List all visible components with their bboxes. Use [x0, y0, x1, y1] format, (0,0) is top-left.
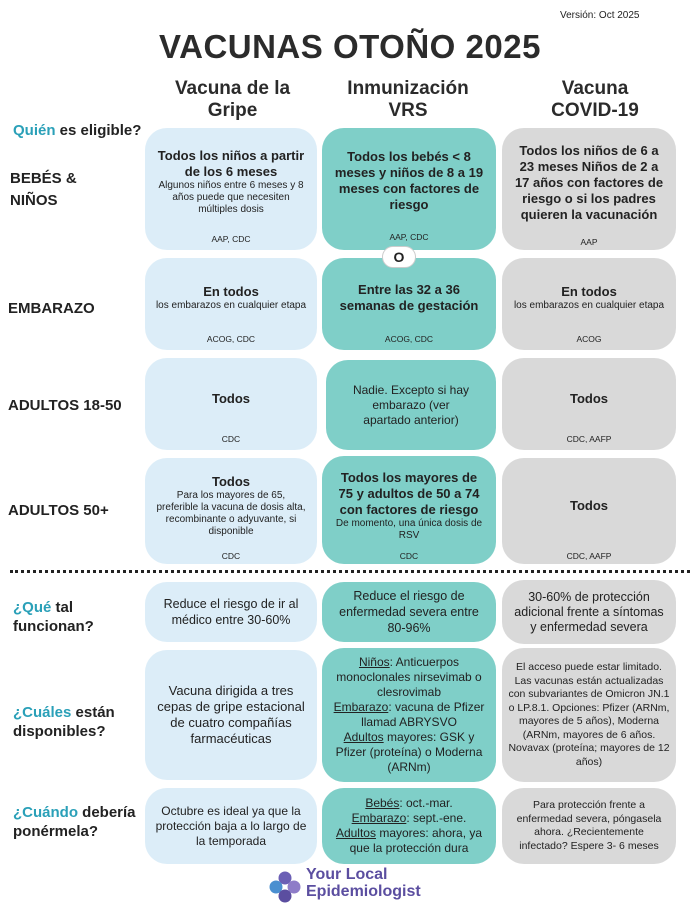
cell-pregnancy-flu [145, 258, 317, 350]
cell-main-text: Nadie. Excepto si hay embarazo (ver apartado anterior) [352, 382, 470, 427]
version-label: Versión: Oct 2025 [560, 10, 640, 21]
cell-source: CDC [221, 434, 241, 444]
column-header-rsv: Inmunización VRS [347, 78, 469, 121]
cell-main-text: Todos [211, 474, 251, 489]
cell-source: CDC [399, 551, 419, 561]
cell-main-text: Entre las 32 a 36 semanas de gestación [339, 282, 479, 313]
cell-label-underlined: Adultos [335, 826, 376, 840]
cell-source: ACOG, CDC [206, 334, 256, 344]
cell-main-text: Vacuna dirigida a tres cepas de gripe estacional de cuatro compañías farmacéuticas [157, 683, 305, 746]
row-label-line: NIÑOS [10, 192, 58, 209]
cell-babies-flu [145, 128, 317, 250]
question-who-eligible [13, 121, 141, 140]
cell-main-text: Todos [569, 391, 609, 406]
question-highlight: ¿Cuándo [13, 804, 78, 821]
cell-main-text: En todos [561, 284, 617, 299]
cell-babies-rsv [322, 128, 496, 250]
cell-howwell-covid [502, 580, 676, 644]
cell-adults1850-covid [502, 358, 676, 450]
cell-text: : Anticuerpos monoclonales nirsevimab o clesrovimab [336, 655, 482, 699]
question-which [13, 703, 143, 741]
cell-which-flu [145, 650, 317, 780]
cell-text: mayores: GSK y Pfizer (proteína) o Moderna (ARNm) [335, 730, 483, 774]
cell-sub-text: Algunos niños entre 6 meses y 8 años puede que necesiten múltiples dosis [158, 180, 304, 215]
cell-source: CDC [221, 551, 241, 561]
cell-label-underlined: Embarazo [333, 700, 389, 714]
question-rest: es eligible? [55, 122, 142, 139]
logo-line: Epidemiologist [306, 883, 421, 900]
cell-when-covid [502, 788, 676, 864]
cell-which-rsv-children [328, 655, 490, 700]
cell-sub-text: Para los mayores de 65, preferible la vacuna de dosis alta, recombinante o adyuvante, si disponible [156, 490, 306, 537]
cell-label-underlined: Adultos [343, 730, 384, 744]
cell-which-rsv-adults [328, 730, 490, 775]
cell-main-text: Para protección frente a enfermedad severa, póngasela ahora. ¿Recientemente infectado? Espere 3- 6 meses [516, 799, 662, 852]
cell-source: ACOG, CDC [384, 334, 434, 344]
cell-text: : oct.-mar. [399, 796, 453, 810]
question-highlight: Quién [13, 122, 56, 139]
cell-main-text: Todos [211, 391, 251, 406]
row-label-adults-18-50: ADULTOS 18-50 [8, 397, 122, 414]
cell-which-covid [502, 648, 676, 782]
cell-source: AAP, CDC [211, 234, 251, 244]
cell-babies-covid [502, 128, 676, 250]
cell-which-rsv-pregnancy [328, 700, 490, 730]
cell-adults50-flu [145, 458, 317, 564]
cell-source: AAP [580, 237, 598, 247]
row-label-line: BEBÉS & [10, 170, 77, 187]
cell-when-rsv [322, 788, 496, 864]
cell-main-text: Todos los bebés < 8 meses y niños de 8 a 19 meses con factores de riesgo [334, 149, 484, 212]
cell-sub-text: De momento, una única dosis de RSV [335, 518, 483, 541]
cell-when-rsv-adults [328, 826, 490, 856]
cell-howwell-flu [145, 582, 317, 642]
cell-pregnancy-covid [502, 258, 676, 350]
question-when [13, 803, 138, 841]
cell-main-text: Todos [569, 498, 609, 513]
logo-text [306, 866, 421, 900]
cell-adults50-rsv [322, 456, 496, 564]
cell-source: CDC, AAFP [566, 551, 612, 561]
or-badge: O [382, 246, 416, 268]
cell-label-underlined: Niños [358, 655, 390, 669]
cell-main-text: Octubre es ideal ya que la protección baja a lo largo de la temporada [155, 803, 307, 848]
column-header-covid: Vacuna COVID-19 [551, 78, 639, 121]
cell-source: CDC, AAFP [566, 434, 612, 444]
cell-pregnancy-rsv [322, 258, 496, 350]
question-rest: están disponibles? [13, 704, 115, 740]
question-highlight: ¿Qué [13, 599, 52, 616]
cell-main-text: El acceso puede estar limitado. Las vacunas están actualizadas con subvariantes de Omicron JN.1 o LP.8.1. Opciones: Pfizer (ARNm, mayores de 5 años), Moderna (ARNm, mayores de 6 años. Novavax (proteína; mayores de 12 años) [508, 661, 670, 768]
column-header-flu: Vacuna de la Gripe [174, 78, 291, 121]
cell-label-underlined: Bebés [365, 796, 400, 810]
cell-source: ACOG [576, 334, 602, 344]
cell-howwell-rsv [322, 582, 496, 642]
cell-main-text: Reduce el riesgo de ir al médico entre 30-60% [163, 597, 299, 627]
row-label-pregnancy: EMBARAZO [8, 300, 95, 317]
cell-sub-text: los embarazos en cualquier etapa [155, 300, 307, 311]
cell-label-underlined: Embarazo [351, 811, 407, 825]
cell-when-flu [145, 788, 317, 864]
cell-which-rsv [322, 648, 496, 782]
question-highlight: ¿Cuáles [13, 704, 72, 721]
cell-main-text: Todos los mayores de 75 y adultos de 50 a 74 con factores de riesgo [338, 470, 480, 517]
logo-icon [268, 870, 302, 904]
cell-sub-text: los embarazos en cualquier etapa [513, 300, 665, 311]
cell-text: mayores: ahora, ya que la protección dura [349, 826, 483, 855]
question-rest: debería ponérmela? [13, 804, 136, 840]
logo-line: Your Local [306, 866, 388, 883]
question-how-well [13, 598, 138, 636]
cell-source: AAP, CDC [389, 232, 429, 242]
cell-main-text: En todos [203, 284, 259, 299]
row-label-babies [10, 168, 77, 212]
cell-text: : vacuna de Pfizer llamad ABRYSVO [361, 700, 485, 729]
cell-when-rsv-babies [365, 796, 452, 811]
page-title: VACUNAS OTOÑO 2025 [159, 28, 541, 65]
cell-adults1850-flu [145, 358, 317, 450]
cell-adults50-covid [502, 458, 676, 564]
cell-when-rsv-pregnancy [352, 811, 467, 826]
row-label-adults-50: ADULTOS 50+ [8, 502, 109, 519]
cell-main-text: Todos los niños de 6 a 23 meses Niños de 2 a 17 años con factores de riesgo o si los padres quieren la vacunación [514, 143, 664, 222]
cell-main-text: Reduce el riesgo de enfermedad severa entre 80-96% [339, 589, 479, 635]
question-rest: tal funcionan? [13, 599, 94, 635]
cell-text: : sept.-ene. [406, 811, 467, 825]
cell-main-text: 30-60% de protección adicional frente a síntomas y enfermedad severa [514, 589, 664, 634]
cell-main-text: Todos los niños a partir de los 6 meses [157, 148, 305, 179]
section-divider [10, 570, 690, 573]
cell-adults1850-rsv [326, 360, 496, 450]
